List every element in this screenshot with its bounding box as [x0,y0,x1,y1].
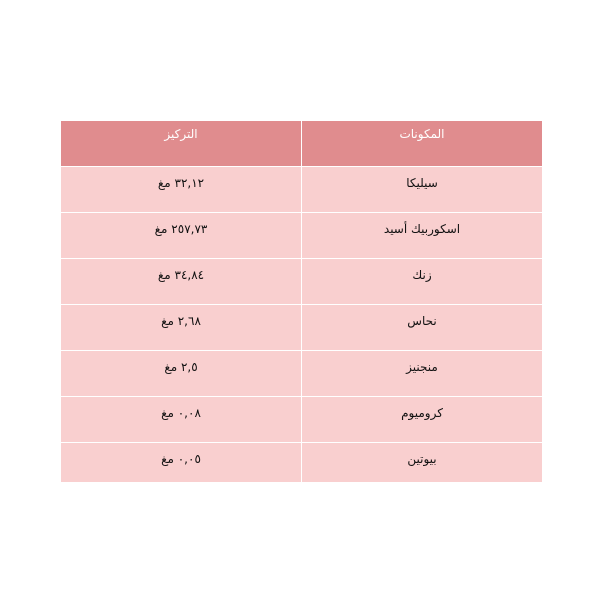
header-components: المكونات [302,121,543,167]
cell-component: اسكوربيك أسيد [302,213,543,259]
cell-concentration: ٣٤,٨٤ مغ [61,259,302,305]
cell-concentration: ٢,٦٨ مغ [61,305,302,351]
cell-component: سيليكا [302,167,543,213]
header-row [61,121,543,167]
table-row [61,351,543,397]
table-row [61,167,543,213]
cell-concentration: ٠,٠٥ مغ [61,443,302,483]
table-row [61,397,543,443]
table-body [61,167,543,483]
cell-concentration: ٢,٥ مغ [61,351,302,397]
table-row [61,259,543,305]
ingredients-table [60,120,543,483]
cell-component: منجنيز [302,351,543,397]
cell-concentration: ٠,٠٨ مغ [61,397,302,443]
cell-component: زنك [302,259,543,305]
table-row [61,443,543,483]
cell-component: بيوتين [302,443,543,483]
cell-concentration: ٢٥٧,٧٣ مغ [61,213,302,259]
header-concentration: التركيز [61,121,302,167]
table-row [61,213,543,259]
ingredients-table-container [60,120,542,483]
cell-component: كروميوم [302,397,543,443]
table-row [61,305,543,351]
cell-component: نحاس [302,305,543,351]
table-header [61,121,543,167]
cell-concentration: ٣٢,١٢ مغ [61,167,302,213]
